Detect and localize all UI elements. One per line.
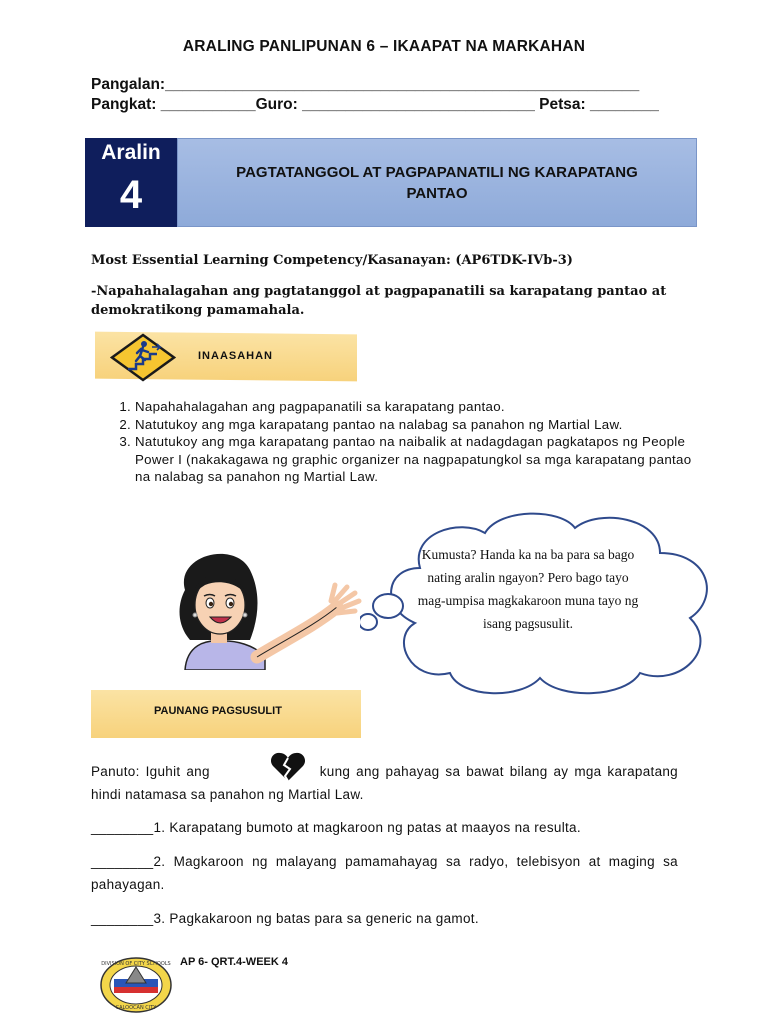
speech-text: Kumusta? Handa ka na ba para sa bago nating aralin ngayon? Pero bago tayo mag-umpisa magkakaroon muna tayo ng isang pagsusulit.: [417, 547, 639, 631]
name-line: Pangalan:_______________________________________________________: [91, 76, 640, 93]
lesson-number-box: [85, 138, 177, 227]
quiz-item: ________3. Pagkakaroon ng batas para sa generic na gamot.: [91, 911, 479, 926]
goal-item: 3. Natutukoy ang mga karapatang pantao na naibalik at nadagdagan pagkatapos ng People Power I (nakakagawa ng graphic organizer na nagpapatungkol sa mga karapatang pantao na nalabag sa panahon ng Martial Law.: [135, 433, 695, 486]
quiz-item: ________2. Magkaroon ng malayang pamamahayag sa radyo, telebisyon at maging sa pahayagan.: [91, 854, 678, 892]
stairs-climber-icon: [110, 333, 176, 382]
goal-item: 1. Napahahalagahan ang pagpapanatili sa karapatang pantao.: [135, 398, 695, 416]
svg-text:DIVISION OF CITY SCHOOLS: DIVISION OF CITY SCHOOLS: [101, 961, 171, 967]
school-seal-icon: [100, 957, 172, 1013]
melc-heading: Most Essential Learning Competency/Kasanayan: (AP6TDK-IVb-3): [91, 253, 573, 268]
footer-code: AP 6- QRT.4-WEEK 4: [180, 956, 288, 968]
inaasahan-label: INAASAHAN: [198, 350, 273, 362]
melc-text: -Napahahalagahan ang pagtatanggol at pagpapanatili sa karapatang pantao at demokratikong pamamahala.: [91, 284, 667, 318]
teacher-character-illustration: [165, 545, 365, 670]
svg-text:CALOOCAN CITY: CALOOCAN CITY: [115, 1005, 157, 1011]
section-teacher-date-line: Pangkat: ___________Guro: ___________________________ Petsa: ________: [91, 96, 659, 113]
instructions: [91, 760, 678, 806]
lesson-word: Aralin: [101, 141, 161, 164]
pagsusulit-label: PAUNANG PAGSUSULIT: [154, 705, 282, 717]
worksheet-title: ARALING PANLIPUNAN 6 – IKAAPAT NA MARKAHAN: [182, 38, 586, 55]
instructions-part-b: kung ang pahayag sa bawat bilang ay mga karapatang hindi natamasa sa panahon ng Martial Law.: [91, 764, 678, 802]
lesson-title-box: [177, 138, 697, 227]
goal-item: 2. Natutukoy ang mga karapatang pantao na nalabag sa panahon ng Martial Law.: [135, 416, 695, 434]
lesson-title: PAGTATANGGOL AT PAGPAPANATILI NG KARAPATANG PANTAO: [236, 163, 638, 202]
lesson-number: 4: [119, 173, 143, 217]
instructions-part-a: Panuto: Iguhit ang: [91, 764, 210, 779]
quiz-item: ________1. Karapatang bumoto at magkaroon ng patas at maayos na resulta.: [91, 820, 581, 835]
broken-heart-icon: [270, 752, 306, 782]
learning-goals-list: [115, 398, 695, 486]
